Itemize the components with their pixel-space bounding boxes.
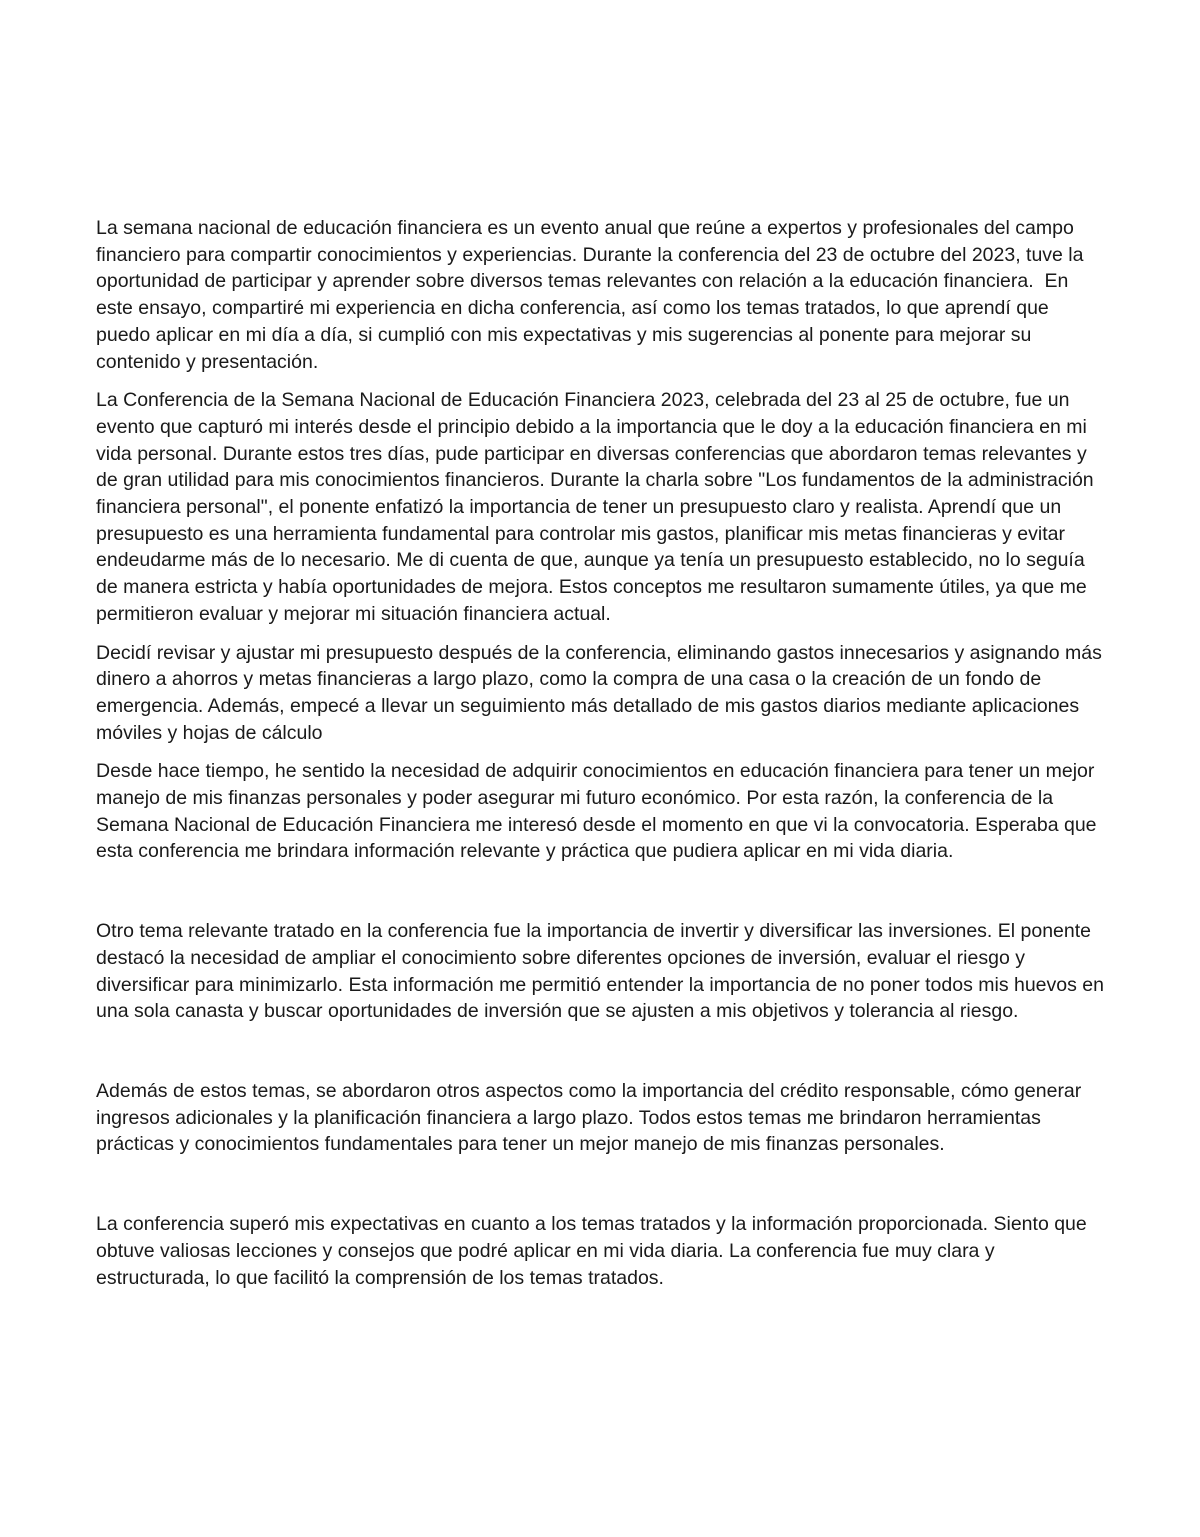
paragraph-spacer	[96, 628, 1108, 640]
paragraph-7: La conferencia superó mis expectativas en cuanto a los temas tratados y la información proporcionada. Siento que obtuve valiosas lecciones y consejos que podré aplicar en mi vida diaria. La conferencia fue muy clara y estructurada, lo que facilitó la comprensión de los temas tratados.	[96, 1213, 1093, 1289]
paragraph-spacer	[96, 1025, 1108, 1078]
paragraph-4: Desde hace tiempo, he sentido la necesidad de adquirir conocimientos en educación financiera para tener un mejor manejo de mis finanzas personales y poder asegurar mi futuro económico. Por esta razón, la conferencia de la Semana Nacional de Educación Financiera me interesó desde el momento en que vi la convocatoria. Esperaba que esta conferencia me brindara información relevante y práctica que pudiera aplicar en mi vida diaria.	[96, 760, 1102, 863]
paragraph-5: Otro tema relevante tratado en la conferencia fue la importancia de invertir y diversificar las inversiones. El ponente destacó la necesidad de ampliar el conocimiento sobre diferentes opciones de inversión, evaluar el riesgo y diversificar para minimizarlo. Esta información me permitió entender la importancia de no poner todos mis huevos en una sola canasta y buscar oportunidades de inversión que se ajusten a mis objetivos y tolerancia al riesgo.	[96, 920, 1110, 1023]
paragraph-6: Además de estos temas, se abordaron otros aspectos como la importancia del crédito responsable, cómo generar ingresos adicionales y la planificación financiera a largo plazo. Todos estos temas me brindaron herramientas prácticas y conocimientos fundamentales para tener un mejor manejo de mis finanzas personales.	[96, 1079, 1087, 1156]
document-body	[96, 215, 1108, 1291]
paragraph-spacer	[96, 1158, 1108, 1211]
paragraph-1: La semana nacional de educación financiera es un evento anual que reúne a expertos y profesionales del campo financiero para compartir conocimientos y experiencias. Durante la conferencia del 23 de octubre del 2023, tuve la oportunidad de participar y aprender sobre diversos temas relevantes con relación a la educación financiera. En este ensayo, compartiré mi experiencia en dicha conferencia, así como los temas tratados, lo que aprendí que puedo aplicar en mi día a día, si cumplió con mis expectativas y mis sugerencias al ponente para mejorar su contenido y presentación.	[96, 217, 1089, 373]
paragraph-spacer	[96, 865, 1108, 918]
paragraph-spacer	[96, 375, 1108, 387]
paragraph-3: Decidí revisar y ajustar mi presupuesto después de la conferencia, eliminando gastos innecesarios y asignando más dinero a ahorros y metas financieras a largo plazo, como la compra de una casa o la creación de un fondo de emergencia. Además, empecé a llevar un seguimiento más detallado de mis gastos diarios mediante aplicaciones móviles y hojas de cálculo	[96, 641, 1108, 744]
paragraph-spacer	[96, 746, 1108, 758]
paragraph-2: La Conferencia de la Semana Nacional de Educación Financiera 2023, celebrada del 23 al 25 de octubre, fue un evento que capturó mi interés desde el principio debido a la importancia que le doy a la educación financiera en mi vida personal. Durante estos tres días, pude participar en diversas conferencias que abordaron temas relevantes y de gran utilidad para mis conocimientos financieros. Durante la charla sobre "Los fundamentos de la administración financiera personal", el ponente enfatizó la importancia de tener un presupuesto claro y realista. Aprendí que un presupuesto es una herramienta fundamental para controlar mis gastos, planificar mis metas financieras y evitar endeudarme más de lo necesario. Me di cuenta de que, aunque ya tenía un presupuesto establecido, no lo seguía de manera estricta y había oportunidades de mejora. Estos conceptos me resultaron sumamente útiles, ya que me permitieron evaluar y mejorar mi situación financiera actual.	[96, 389, 1100, 625]
